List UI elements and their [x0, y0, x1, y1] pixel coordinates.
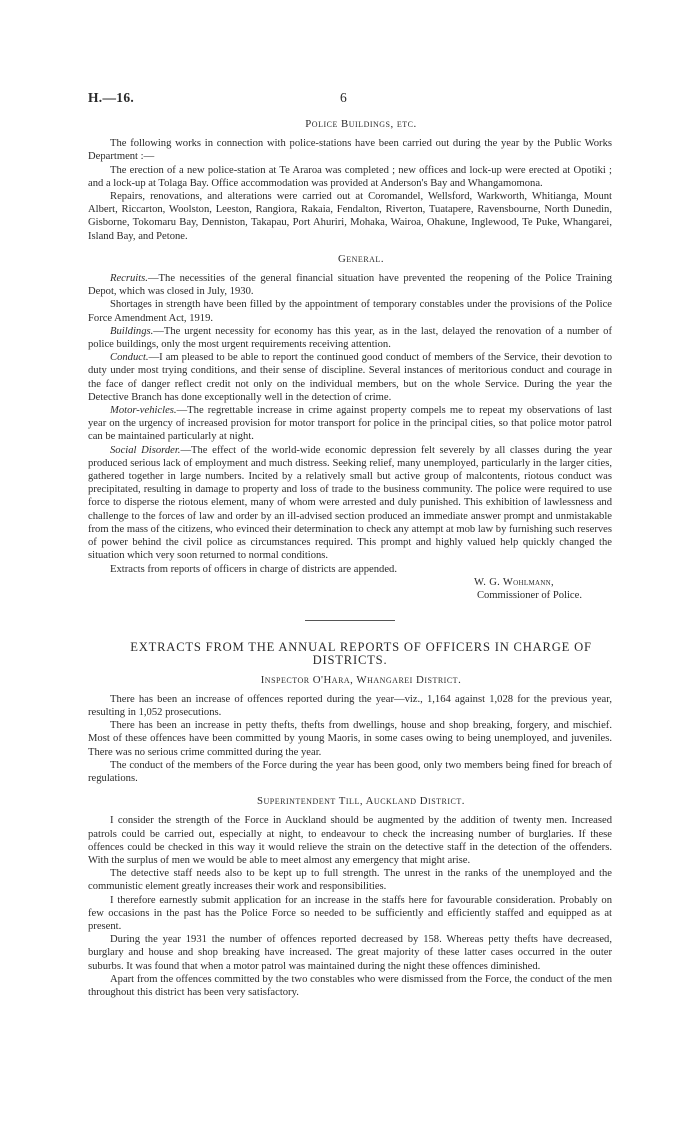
- paragraph: Apart from the offences committed by the two constables who were dismissed from the Force, the conduct of the men throughout this district has been very satisfactory.: [88, 973, 612, 998]
- run-in-label: Motor-vehicles.: [110, 405, 177, 417]
- page-number: 6: [340, 90, 347, 105]
- run-in-label: Conduct.: [110, 352, 149, 364]
- paragraph-text: —I am pleased to be able to report the continued good conduct of members of the Service, their devotion to duty under most trying conditions, and their sense of discipline. Several instances of meritorious conduct and courage in the face of danger reflect credit not only on the individual members, but on the whole Service. During the year the Detective Branch has done exceptionally well in the detection of crime.: [88, 352, 612, 403]
- page-header: [88, 90, 608, 110]
- paragraph-conduct: [88, 351, 612, 404]
- run-in-label: Social Disorder.: [110, 444, 181, 456]
- paragraph-text: —The effect of the world-wide economic depression felt severely by all classes during the year produced serious lack of employment and much distress. Seeking relief, many unemployed, particularly in the larger cities, gathered together in large numbers. Incited by a relatively small but active group of malcontents, riotous conduct was precipitated, resulting in damage to property and loss of trade to the business community. The police were required to use force to disperse the riotous element, many of whom were arrested and duly punished. This exhibition of lawlessness and challenge to the forces of law and order by an ill-advised section produced an immediate answer prompt and unmistakable from the mass of the citizens, who evinced their determination to check any attempt at mob law by furnishing such reserves of power behind the civil police as circumstances required. This prompt and highly valued help quickly changed the situation which very soon returned to normal conditions.: [88, 444, 612, 562]
- section-heading-auckland: Superintendent Till, Auckland District.: [257, 795, 465, 808]
- run-in-label: Buildings.: [110, 325, 154, 337]
- section-heading-whangarei: Inspector O'Hara, Whangarei District.: [260, 673, 462, 686]
- signatory-name: W. G. Wohlmann,: [473, 576, 554, 588]
- paragraph: I therefore earnestly submit application for an increase in the staffs here for favourable consideration. Probably on few occasions in the past has the Police Force so needed to be sufficiently and efficiently staffed and equipped as at present.: [88, 894, 612, 932]
- paragraph: There has been an increase of offences reported during the year—viz., 1,164 against 1,028 for the previous year, resulting in 1,052 prosecutions.: [88, 693, 612, 718]
- paragraph-motor-vehicles: [88, 404, 612, 444]
- section-divider: [305, 620, 395, 621]
- paragraph-buildings: [88, 325, 612, 351]
- paragraph: During the year 1931 the number of offences reported decreased by 158. Whereas petty thefts have decreased, burglary and house and shop breaking have increased. The great majority of these latter cases occurred in the outer suburbs. It was found that when a motor patrol was maintained during the night these offences diminished.: [88, 934, 612, 972]
- paragraph: There has been an increase in petty thefts, thefts from dwellings, house and shop breaking, forgery, and mischief. Most of these offences have been committed by young Maoris, in some cases owing to being unemployed, and juveniles. There was no serious crime committed during the year.: [88, 720, 612, 758]
- paragraph-text: —The urgent necessity for economy has this year, as in the last, delayed the renovation of a number of police buildings, only the most urgent requirements receiving attention.: [88, 325, 612, 351]
- signatory-title: Commissioner of Police.: [476, 589, 582, 601]
- paragraph: The conduct of the members of the Force during the year has been good, only two members being fined for breach of regulations.: [88, 759, 612, 784]
- paragraph: The erection of a new police-station at Te Araroa was completed ; new offices and lock-up were erected at Opotiki ; and a lock-up at Tolaga Bay. Office accommodation was provided at Anderson's Bay and Whangamomona.: [88, 164, 612, 189]
- section-heading-general: General.: [337, 252, 385, 265]
- paragraph-recruits: [88, 272, 612, 298]
- run-in-label: Recruits.: [110, 273, 148, 285]
- paragraph-text: —The necessities of the general financial situation have prevented the reopening of the Police Training Depot, which was closed in July, 1930.: [88, 273, 612, 298]
- paragraph: Repairs, renovations, and alterations were carried out at Coromandel, Wellsford, Warkworth, Whitianga, Mount Albert, Riccarton, Woolston, Leeston, Rangiora, Rakaia, Fendalton, Riverton, Tuatapere, Ravensbourne, North Dunedin, Gisborne, Tokomaru Bay, Denniston, Takapau, Port Ahuriri, Mohaka, Wairoa, Ohakune, Inglewood, Te Puke, Whangarei, Island Bay, and Petone.: [88, 191, 612, 242]
- signature-block: [88, 576, 612, 602]
- paragraph: The detective staff needs also to be kept up to full strength. The unrest in the ranks of the unemployed and the communistic element greatly increases their work and responsibilities.: [88, 868, 612, 893]
- paragraph-social-disorder: [88, 444, 612, 563]
- section-heading-buildings: Police Buildings, etc.: [305, 118, 417, 130]
- report-reference: H.—16.: [88, 90, 135, 105]
- paragraph: The following works in connection with police-stations have been carried out during the year by the Public Works Department :—: [88, 138, 612, 163]
- paragraph: I consider the strength of the Force in Auckland should be augmented by the addition of twenty men. Increased patrols could be carried out, especially at night, to endeavour to check the increasing number of burglaries. If these offences could be checked in this way it would relieve the strain on the detective staff in the detection of the offenders. With the surplus of men we would be able to meet almost any emergency that might arise.: [88, 815, 612, 866]
- paragraph-text: —The regrettable increase in crime against property compels me to repeat my observations of last year on the urgency of increased provision for motor transport for police in the principal cities, so that police motor patrol can be maintained particularly at night.: [88, 405, 612, 443]
- extracts-title: EXTRACTS FROM THE ANNUAL REPORTS OF OFFICERS IN CHARGE OF DISTRICTS.: [130, 640, 592, 668]
- page-body: [88, 118, 612, 999]
- paragraph: Extracts from reports of officers in charge of districts are appended.: [110, 563, 398, 575]
- paragraph: Shortages in strength have been filled by the appointment of temporary constables under the provisions of the Police Force Amendment Act, 1919.: [88, 299, 612, 324]
